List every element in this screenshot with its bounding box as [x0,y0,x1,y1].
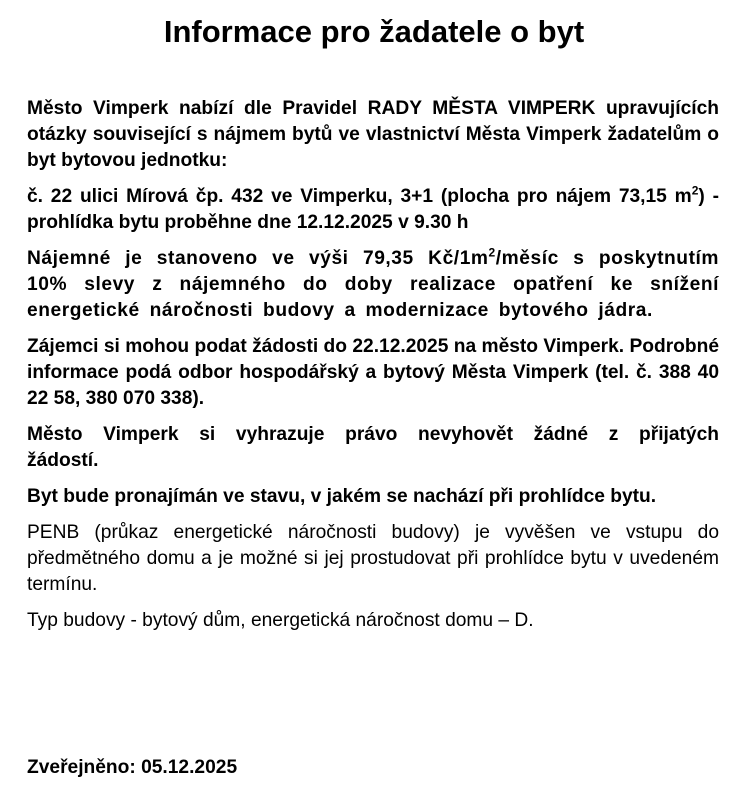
condition-paragraph: Byt bude pronajímán ve stavu, v jakém se nachází při prohlídce bytu. [27,486,657,507]
rent-text-a: Nájemné je stanoveno ve výši 79,35 Kč/1m [27,248,489,269]
unit-paragraph [27,184,719,236]
reserve-paragraph: Město Vimperk si vyhrazuje právo nevyhovět žádné z přijatých žádostí. [27,424,719,471]
unit-superscript: 2 [691,183,699,198]
rent-text-b: /měsíc s poskytnutím 10% slevy z nájemného do doby realizace opatření ke snížení energetické náročnosti budovy a modernizace bytového jádra. [27,248,720,321]
unit-text-a: č. 22 ulici Mírová čp. 432 ve Vimperku, 3+1 (plocha pro nájem 73,15 m [27,186,692,207]
apply-paragraph: Zájemci si mohou podat žádosti do 22.12.2025 na město Vimperk. Podrobné informace podá odbor hospodářský a bytový Města Vimperk (tel. č. 388 40 22 58, 380 070 338). [27,336,719,409]
rent-paragraph [27,246,719,324]
penb-paragraph: PENB (průkaz energetické náročnosti budovy) je vyvěšen ve vstupu do předmětného domu a je možné si jej prostudovat při prohlídce bytu v uvedeném termínu. [27,522,719,595]
notice-body [27,96,719,644]
building-type-paragraph: Typ budovy - bytový dům, energetická náročnost domu – D. [27,610,534,631]
intro-paragraph: Město Vimperk nabízí dle Pravidel RADY MĚSTA VIMPERK upravujících otázky související s nájmem bytů ve vlastnictví Města Vimperk žadatelům o byt bytovou jednotku: [27,98,719,171]
unit-text-b: ) - prohlídka bytu proběhne dne 12.12.2025 v 9.30 h [27,186,719,233]
rent-superscript: 2 [488,245,496,260]
page-title: Informace pro žadatele o byt [163,14,585,49]
published-date: Zveřejněno: 05.12.2025 [27,757,238,778]
